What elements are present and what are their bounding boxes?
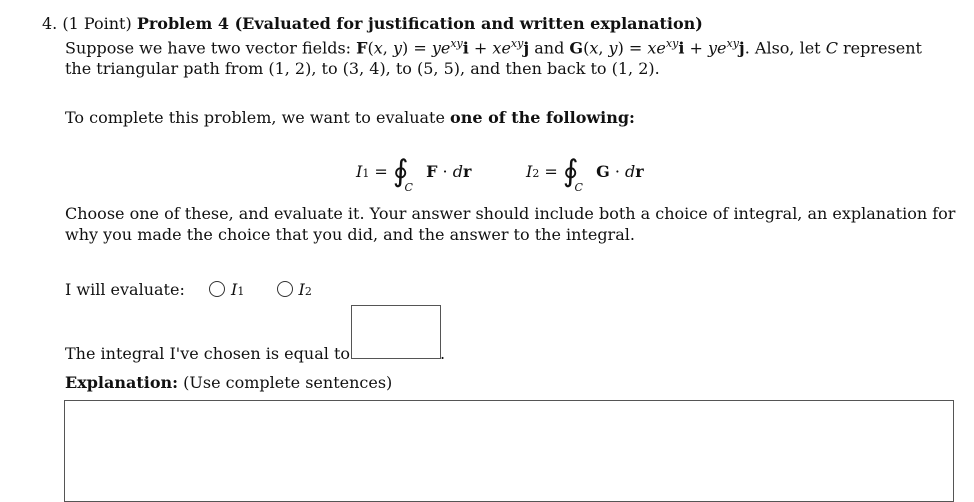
integral-equal-label: The integral I've chosen is equal to <box>65 344 350 363</box>
choose-line-2: why you made the choice that you did, and the answer to the integral. <box>65 225 635 244</box>
problem-title: Problem 4 (Evaluated for justification and written explanation) <box>136 14 703 33</box>
radio-option-I2[interactable]: I2 <box>277 280 312 299</box>
evaluate-label: I will evaluate: <box>65 280 185 299</box>
problem-points: (1 Point) <box>62 14 132 33</box>
problem-number: 4. <box>42 14 58 33</box>
integral-answer-input[interactable] <box>351 305 441 359</box>
explanation-label: Explanation: (Use complete sentences) <box>65 373 393 392</box>
integral-I2: $I2 = ∮_C$ G · dr <box>526 154 644 194</box>
complete-instruction: To complete this problem, we want to evaluate one of the following: <box>65 108 635 127</box>
explanation-textarea[interactable] <box>64 400 954 502</box>
choose-line-1: Choose one of these, and evaluate it. Your answer should include both a choice of integral, an explanation for <box>65 204 956 223</box>
integral-I1: $I1 = ∮_C$ F · dr <box>356 154 472 194</box>
problem-header <box>42 14 703 33</box>
vector-fields-line: Suppose we have two vector fields: F(x, $y) = ye^{xy}i + xe^{xy}j$ and G(x, $y) = xe^{xy}i + ye^{xy}j$. Also, let C represent <box>65 37 922 58</box>
radio-circle-icon[interactable] <box>209 281 225 297</box>
evaluate-choice-row <box>65 280 312 299</box>
radio-circle-icon[interactable] <box>277 281 293 297</box>
radio-option-I1[interactable]: I1 <box>209 280 249 299</box>
path-description: the triangular path from (1, 2), to (3, 4), to (5, 5), and then back to (1, 2). <box>65 59 660 78</box>
period-mark: . <box>440 344 446 363</box>
